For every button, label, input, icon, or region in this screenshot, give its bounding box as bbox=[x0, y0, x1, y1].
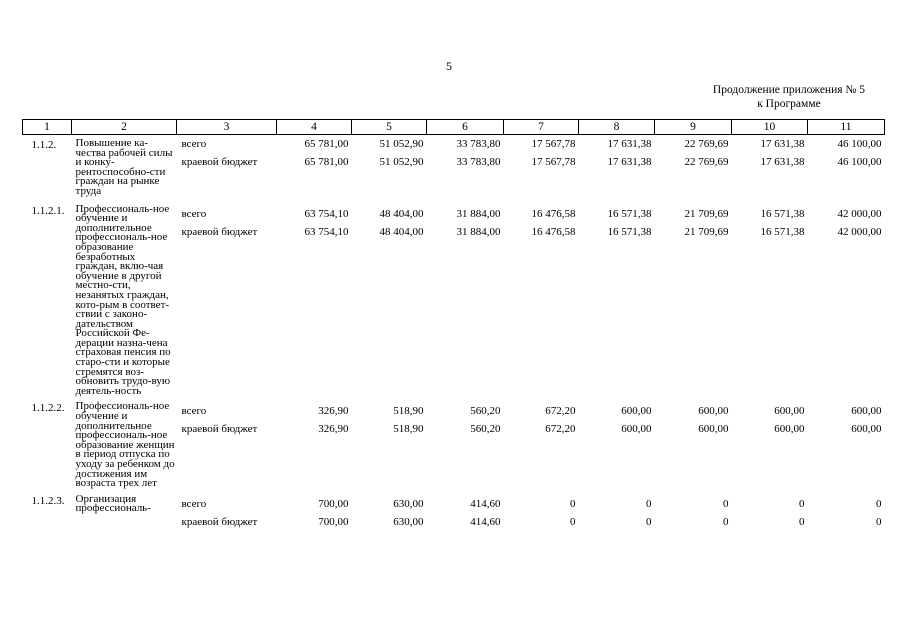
column-header: 9 bbox=[655, 120, 732, 135]
amount-value: 17 631,38 bbox=[607, 138, 652, 150]
funding-source-label: краевой бюджет bbox=[181, 156, 258, 168]
appendix-continuation bbox=[713, 83, 865, 111]
amount-value: 16 571,38 bbox=[760, 225, 805, 238]
continuation-line-2: к Программе bbox=[757, 98, 821, 110]
funding-source-label: всего bbox=[181, 207, 207, 220]
column-header: 11 bbox=[808, 120, 885, 135]
amount-value: 600,00 bbox=[698, 423, 729, 436]
amount-value: 600,00 bbox=[774, 405, 805, 418]
amount-value: 0 bbox=[876, 497, 882, 510]
amount-value: 17 567,78 bbox=[531, 156, 576, 168]
row-code: 1.1.2.3. bbox=[31, 494, 65, 507]
funding-source-label: всего bbox=[181, 405, 207, 418]
amount-value: 46 100,00 bbox=[837, 156, 882, 168]
row-name: Профессиональ-ное обучение и дополнительное профессиональ-ное образование женщин в период отпуска по уходу за ребенком до достижения им возраста трех лет bbox=[75, 400, 175, 490]
amount-cell bbox=[427, 197, 504, 397]
amount-value: 0 bbox=[876, 515, 882, 528]
amount-cell bbox=[427, 489, 504, 531]
column-header: 8 bbox=[579, 120, 655, 135]
amount-value: 63 754,10 bbox=[304, 207, 349, 220]
column-header: 1 bbox=[23, 120, 72, 135]
amount-value: 0 bbox=[723, 515, 729, 528]
amount-value: 672,20 bbox=[545, 405, 576, 418]
amount-value: 672,20 bbox=[545, 423, 576, 436]
column-header: 3 bbox=[177, 120, 277, 135]
amount-cell bbox=[427, 135, 504, 197]
amount-value: 31 884,00 bbox=[456, 225, 501, 238]
funding-source-label: всего bbox=[181, 497, 207, 510]
amount-cell bbox=[579, 396, 655, 488]
amount-value: 0 bbox=[570, 515, 576, 528]
amount-value: 65 781,00 bbox=[304, 138, 349, 150]
amount-value: 16 571,38 bbox=[607, 207, 652, 220]
amount-cell bbox=[808, 135, 885, 197]
amount-value: 42 000,00 bbox=[837, 225, 882, 238]
program-table-container bbox=[22, 119, 884, 531]
amount-value: 33 783,80 bbox=[456, 156, 501, 168]
amount-value: 414,60 bbox=[470, 515, 501, 528]
amount-value: 63 754,10 bbox=[304, 225, 349, 238]
amount-value: 560,20 bbox=[470, 405, 501, 418]
amount-value: 518,90 bbox=[393, 423, 424, 436]
amount-value: 17 631,38 bbox=[607, 156, 652, 168]
continuation-line-1: Продолжение приложения № 5 bbox=[712, 84, 865, 96]
amount-value: 630,00 bbox=[393, 515, 424, 528]
row-code: 1.1.2.2. bbox=[31, 402, 65, 415]
amount-value: 700,00 bbox=[318, 515, 349, 528]
amount-cell bbox=[352, 489, 427, 531]
column-header: 2 bbox=[72, 120, 177, 135]
funding-source-label: краевой бюджет bbox=[181, 515, 258, 528]
amount-value: 326,90 bbox=[318, 423, 349, 436]
amount-value: 600,00 bbox=[774, 423, 805, 436]
table-row bbox=[23, 135, 885, 197]
amount-cell bbox=[732, 135, 808, 197]
amount-cell bbox=[277, 489, 352, 531]
amount-cell bbox=[352, 396, 427, 488]
amount-cell bbox=[579, 135, 655, 197]
funding-source-cell bbox=[177, 489, 277, 531]
amount-value: 630,00 bbox=[393, 497, 424, 510]
amount-value: 16 476,58 bbox=[531, 225, 576, 238]
program-table bbox=[22, 119, 885, 531]
amount-value: 414,60 bbox=[470, 497, 501, 510]
amount-cell bbox=[277, 197, 352, 397]
amount-cell bbox=[732, 396, 808, 488]
amount-value: 48 404,00 bbox=[379, 207, 424, 220]
amount-value: 0 bbox=[646, 515, 652, 528]
amount-cell bbox=[277, 135, 352, 197]
funding-source-cell bbox=[177, 135, 277, 197]
row-name: Повышение ка-чества рабочей силы и конку-рентоспособно-сти граждан на рынке труда bbox=[75, 137, 173, 197]
amount-value: 0 bbox=[570, 497, 576, 510]
column-header: 4 bbox=[277, 120, 352, 135]
amount-value: 560,20 bbox=[470, 423, 501, 436]
amount-value: 600,00 bbox=[621, 405, 652, 418]
amount-cell bbox=[655, 489, 732, 531]
amount-cell bbox=[732, 489, 808, 531]
amount-value: 0 bbox=[799, 515, 805, 528]
amount-value: 518,90 bbox=[393, 405, 424, 418]
page-number: 5 bbox=[446, 59, 452, 73]
funding-source-label: краевой бюджет bbox=[181, 225, 258, 238]
amount-value: 22 769,69 bbox=[684, 156, 729, 168]
amount-value: 16 571,38 bbox=[760, 207, 805, 220]
amount-value: 0 bbox=[646, 497, 652, 510]
amount-cell bbox=[655, 396, 732, 488]
row-code: 1.1.2. bbox=[31, 139, 57, 151]
table-row bbox=[23, 197, 885, 397]
amount-value: 700,00 bbox=[318, 497, 349, 510]
column-header: 7 bbox=[504, 120, 579, 135]
amount-value: 65 781,00 bbox=[304, 156, 349, 168]
amount-value: 42 000,00 bbox=[837, 207, 882, 220]
amount-value: 48 404,00 bbox=[379, 225, 424, 238]
amount-cell bbox=[504, 396, 579, 488]
amount-cell bbox=[579, 197, 655, 397]
amount-value: 51 052,90 bbox=[379, 156, 424, 168]
amount-cell bbox=[504, 135, 579, 197]
amount-cell bbox=[277, 396, 352, 488]
amount-cell bbox=[504, 197, 579, 397]
table-row bbox=[23, 396, 885, 488]
table-row bbox=[23, 489, 885, 531]
funding-source-label: всего bbox=[181, 138, 207, 150]
amount-cell bbox=[655, 197, 732, 397]
amount-value: 21 709,69 bbox=[684, 225, 729, 238]
amount-cell bbox=[808, 197, 885, 397]
amount-cell bbox=[352, 135, 427, 197]
amount-value: 17 631,38 bbox=[760, 156, 805, 168]
amount-value: 16 476,58 bbox=[531, 207, 576, 220]
amount-value: 0 bbox=[799, 497, 805, 510]
column-header: 10 bbox=[732, 120, 808, 135]
amount-value: 33 783,80 bbox=[456, 138, 501, 150]
amount-cell bbox=[579, 489, 655, 531]
amount-value: 22 769,69 bbox=[684, 138, 729, 150]
funding-source-label: краевой бюджет bbox=[181, 423, 258, 436]
amount-cell bbox=[655, 135, 732, 197]
amount-cell bbox=[427, 396, 504, 488]
amount-value: 600,00 bbox=[621, 423, 652, 436]
amount-value: 600,00 bbox=[851, 423, 882, 436]
amount-value: 0 bbox=[723, 497, 729, 510]
row-name: Профессиональ-ное обучение и дополнительное профессиональ-ное образование безработных граждан, вклю-чая обучение в другой местно-сти, незанятых граждан, кото-рым в соответ-ствии с законо-дательством Российской Фе-дерации назна-чена страховая пенсия по старо-сти и которые стремятся воз-обновить трудо-вую деятель-ность bbox=[75, 202, 171, 397]
amount-value: 17 567,78 bbox=[531, 138, 576, 150]
amount-value: 21 709,69 bbox=[684, 207, 729, 220]
column-header: 5 bbox=[352, 120, 427, 135]
column-header: 6 bbox=[427, 120, 504, 135]
row-name: Организация профессиональ- bbox=[75, 492, 151, 515]
amount-value: 46 100,00 bbox=[837, 138, 882, 150]
funding-source-cell bbox=[177, 197, 277, 397]
amount-value: 600,00 bbox=[851, 405, 882, 418]
amount-value: 51 052,90 bbox=[379, 138, 424, 150]
funding-source-cell bbox=[177, 396, 277, 488]
amount-value: 16 571,38 bbox=[607, 225, 652, 238]
amount-cell bbox=[732, 197, 808, 397]
amount-cell bbox=[808, 489, 885, 531]
amount-value: 600,00 bbox=[698, 405, 729, 418]
column-number-header-row bbox=[23, 120, 885, 135]
amount-cell bbox=[808, 396, 885, 488]
amount-value: 31 884,00 bbox=[456, 207, 501, 220]
amount-value: 17 631,38 bbox=[760, 138, 805, 150]
amount-cell bbox=[352, 197, 427, 397]
amount-cell bbox=[504, 489, 579, 531]
row-code: 1.1.2.1. bbox=[31, 204, 65, 217]
amount-value: 326,90 bbox=[318, 405, 349, 418]
